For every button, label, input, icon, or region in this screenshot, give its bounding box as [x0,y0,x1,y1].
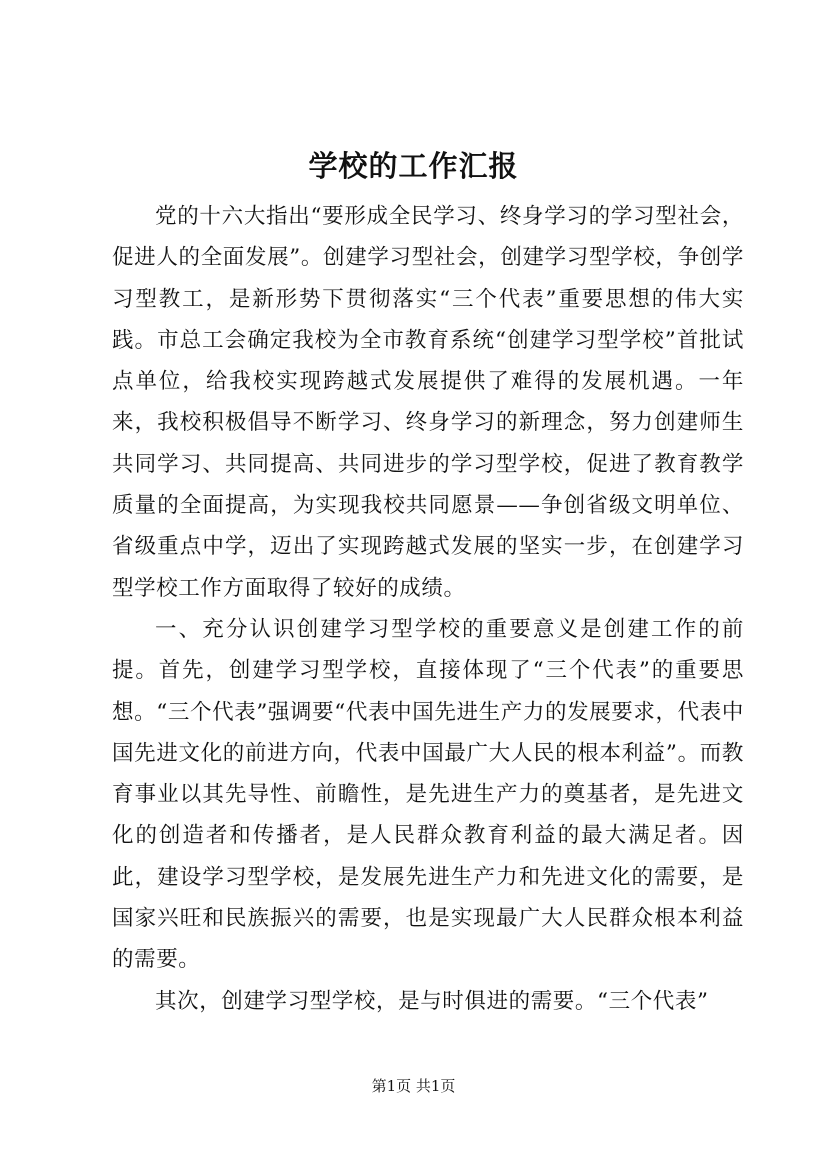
paragraph-2: 一、充分认识创建学习型学校的重要意义是创建工作的前提。首先，创建学习型学校，直接体现了“三个代表”的重要思想。“三个代表”强调要“代表中国先进生产力的发展要求，代表中国先进文化的前进方向，代表中国最广大人民的根本利益”。而教育事业以其先导性、前瞻性，是先进生产力的奠基者，是先进文化的创造者和传播者，是人民群众教育利益的最大满足者。因此，建设学习型学校，是发展先进生产力和先进文化的需要，是国家兴旺和民族振兴的需要，也是实现最广大人民群众根本利益的需要。 [112,616,744,973]
document-body [112,196,744,1022]
paragraph-1: 党的十六大指出“要形成全民学习、终身学习的学习型社会，促进人的全面发展”。创建学习型社会，创建学习型学校，争创学习型教工，是新形势下贯彻落实“三个代表”重要思想的伟大实践。市总工会确定我校为全市教育系统“创建学习型学校”首批试点单位，给我校实现跨越式发展提供了难得的发展机遇。一年来，我校积极倡导不断学习、终身学习的新理念，努力创建师生共同学习、共同提高、共同进步的学习型学校，促进了教育教学质量的全面提高，为实现我校共同愿景——争创省级文明单位、省级重点中学，迈出了实现跨越式发展的坚实一步，在创建学习型学校工作方面取得了较好的成绩。 [112,204,744,601]
paragraph-3: 其次，创建学习型学校，是与时俱进的需要。“三个代表” [155,988,709,1014]
page-footer: 第1页 共1页 [371,1077,456,1095]
document-title: 学校的工作汇报 [308,149,519,183]
